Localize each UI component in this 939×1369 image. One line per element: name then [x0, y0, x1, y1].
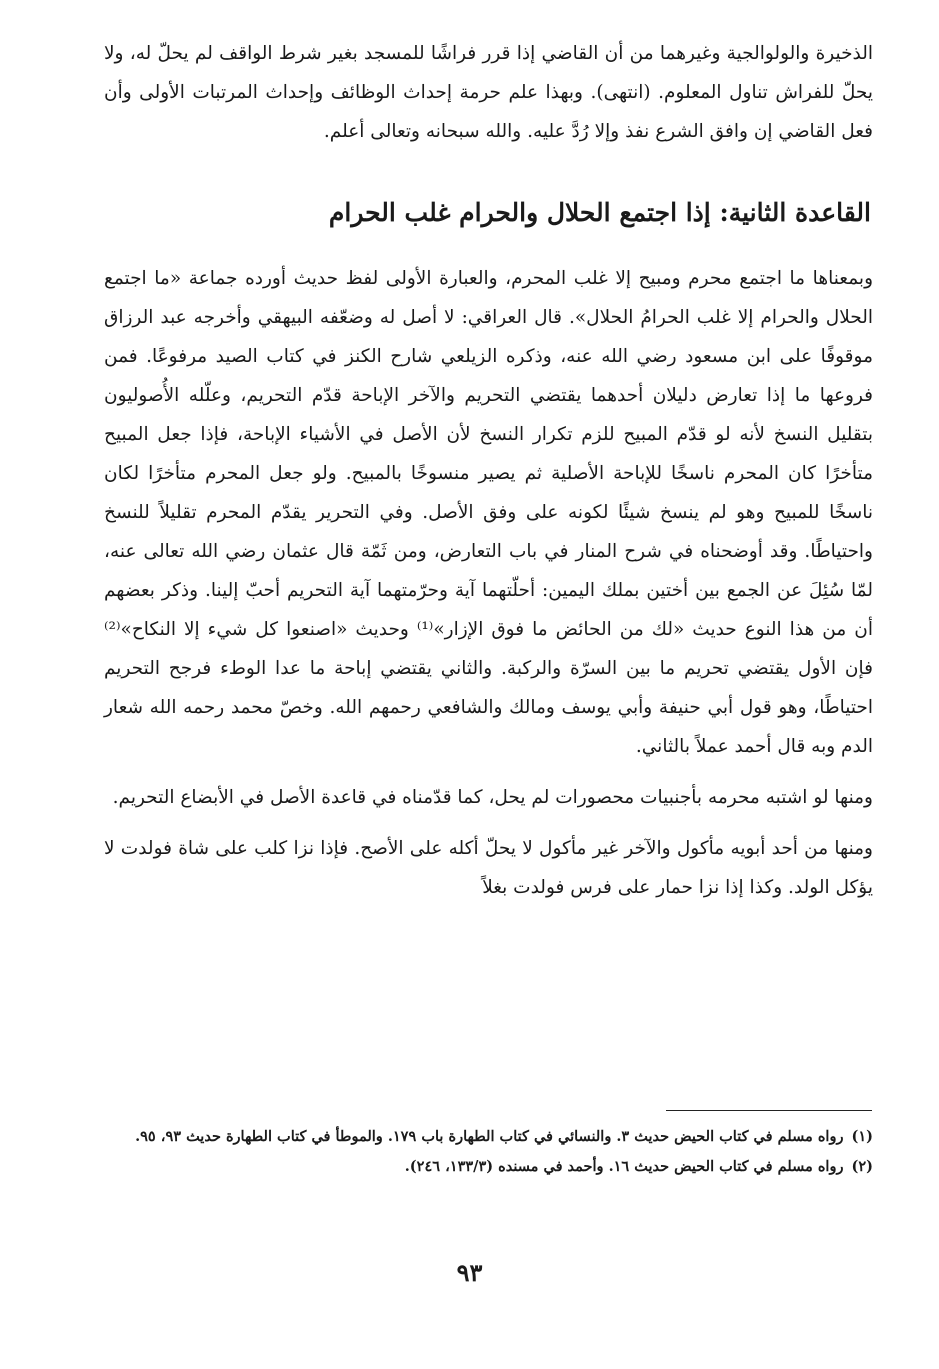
footnote-item — [104, 1154, 873, 1180]
footnotes — [104, 1124, 873, 1184]
page-number: ٩٣ — [456, 1258, 483, 1287]
footnote-text: رواه مسلم في كتاب الحيض حديث ٣. والنسائي في كتاب الطهارة باب ١٧٩. والموطأ في كتاب الطهارة حديث ٩٣، ٩٥. — [135, 1128, 844, 1145]
footnote-text: رواه مسلم في كتاب الحيض حديث ١٦. وأحمد في مسنده (١٣٣/٣، ٢٤٦). — [404, 1158, 844, 1175]
paragraph-mahram: ومنها لو اشتبه محرمه بأجنبيات محصورات لم يحل، كما قدّمناه في قاعدة الأصل في الأبضاع التحريم. — [112, 787, 873, 808]
paragraph-intro: الذخيرة والولوالجية وغيرهما من أن القاضي إذا قرر فراشًا للمسجد بغير شرط الواقف لم يحلّ له، ولا يحلّ للفراش تناول المعلوم. (انتهى). وبهذا علم حرمة إحداث الوظائف وإحداث المرتبات الأولى وأن فعل القاضي إن وافق الشرع نفذ وإلا رُدَّ عليه. والله سبحانه وتعالى أعلم. — [104, 43, 873, 142]
section-heading: القاعدة الثانية: إذا اجتمع الحلال والحرام غلب الحرام — [328, 198, 871, 227]
footnote-number: (١) — [851, 1128, 873, 1145]
paragraph-main: وبمعناها ما اجتمع محرم ومبيح إلا غلب المحرم، والعبارة الأولى لفظ حديث أورده جماعة «ما اجتمع الحلال والحرام إلا غلب الحرامُ الحلال». قال العراقي: لا أصل له وضعّفه البيهقي وأخرجه عبد الرزاق موقوفًا على ابن مسعود رضي الله عنه، وذكره الزيلعي شارح الكنز في كتاب الصيد مرفوعًا. فمن فروعها ما إذا تعارض دليلان أحدهما يقتضي التحريم والآخر الإباحة قدّم التحريم، وعلّله الأُصوليون بتقليل النسخ لأنه لو قدّم المبيح للزم تكرار النسخ لأن الأصل في الأشياء الإباحة، فإذا جعل المبيح متأخرًا كان المحرم ناسخًا للإباحة الأصلية ثم يصير منسوخًا بالمبيح. ولو جعل المحرم متأخرًا لكان ناسخًا للمبيح وهو لم ينسخ شيئًا لكونه على وفق الأصل. وفي التحرير يقدّم المحرم تقليلاً للنسخ واحتياطًا. وقد أوضحناه في شرح المنار في باب التعارض، ومن ثَمّة قال عثمان رضي الله تعالى عنه، لمّا سُئِلَ عن الجمع بين أختين بملك اليمين: أحلّتهما آية وحرّمتهما آية التحريم أحبّ إلينا. وذكر بعضهم أن من هذا النوع حديث «لك من الحائض ما فوق الإزار»⁽¹⁾ وحديث «اصنعوا كل شيء إلا النكاح»⁽²⁾ فإن الأول يقتضي تحريم ما بين السرّة والركبة. والثاني يقتضي إباحة ما عدا الوطء فرجح التحريم احتياطًا، وهو قول أبي حنيفة وأبي يوسف ومالك والشافعي رحمهم الله. وخصّ محمد رحمه الله شعار الدم وبه قال أحمد عملاً بالثاني. — [104, 268, 873, 757]
footnote-item — [104, 1124, 873, 1150]
footnote-divider — [666, 1110, 872, 1111]
footnote-number: (٢) — [851, 1158, 873, 1175]
paragraph-parents: ومنها من أحد أبويه مأكول والآخر غير مأكول لا يحلّ أكله على الأصح. فإذا نزا كلب على شاة فولدت لا يؤكل الولد. وكذا إذا نزا حمار على فرس فولدت بغلاً — [104, 838, 873, 898]
